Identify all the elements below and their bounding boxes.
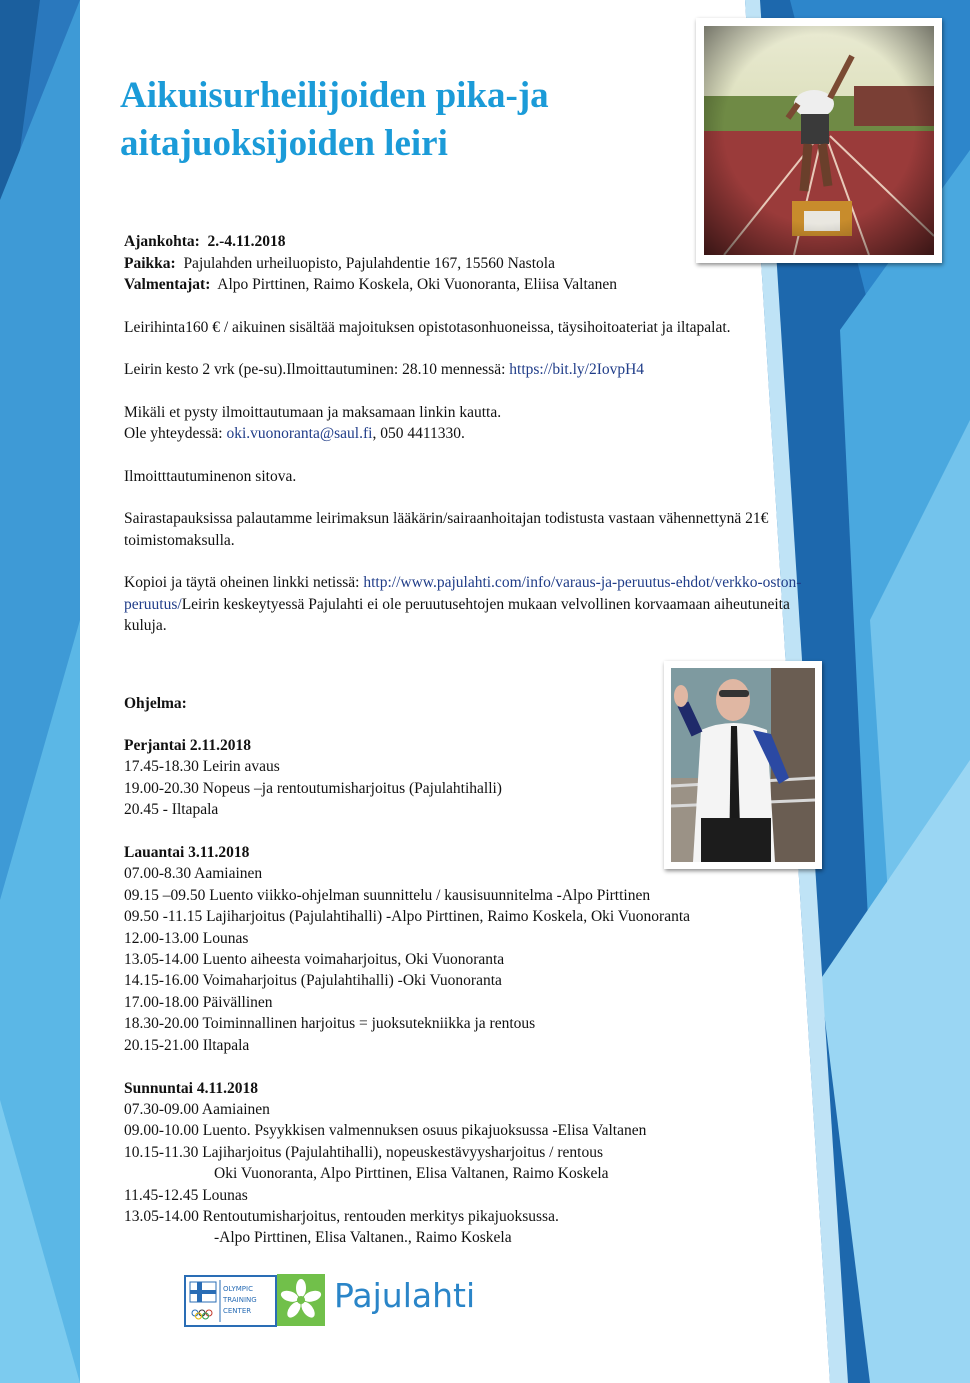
schedule-item: 11.45-12.45 Lounas [124,1186,248,1204]
place-line [124,253,804,275]
schedule-item: 20.45 - Iltapala [124,801,219,819]
schedule-item: 13.05-14.00 Luento aiheesta voimaharjoitus, Oki Vuonoranta [124,951,505,969]
registration-link[interactable]: https://bit.ly/2IovpH4 [509,361,645,378]
refund-text: Sairastapauksissa palautamme leirimaksun lääkärin/sairaanhoitajan todistusta vastaan vähennettynä 21€ toimistomaksulla. [124,510,769,549]
schedule-item: 09.50 -11.15 Lajiharjoitus (Pajulahtihalli) -Alpo Pirttinen, Raimo Koskela, Oki Vuonoranta [124,908,691,926]
contact-line-2 [124,423,804,445]
page-title [120,72,549,168]
saturday-title: Lauantai 3.11.2018 [124,844,250,862]
title-line-2: aitajuoksijoiden leiri [120,123,448,164]
cancellation-terms-link[interactable]: http://www.pajulahti.com/info/varaus-ja-peruutus-ehdot/verkko-oston-peruutus/ [124,574,802,613]
schedule-item: 13.05-14.00 Rentoutumisharjoitus, rentouden merkitys pikajuoksussa. [124,1207,559,1225]
place-value: Pajulahden urheiluopisto, Pajulahdentie 167, 15560 Nastola [183,254,555,272]
schedule-item: 10.15-11.30 Lajiharjoitus (Pajulahtihalli), nopeuskestävyysharjoitus / rentous [124,1143,603,1161]
schedule-item: 12.00-13.00 Lounas [124,929,249,947]
schedule-item: 17.45-18.30 Leirin avaus [124,758,280,776]
copy-prefix: Kopioi ja täytä oheinen linkki netissä: [124,574,364,591]
sprinter-photo [696,18,942,263]
binding-text: Ilmoitttautuminenon sitova. [124,467,297,485]
pajulahti-flower-icon [277,1274,325,1326]
schedule-item: 09.15 –09.50 Luento viikko-ohjelman suunnittelu / kausisuunnitelma -Alpo Pirttinen [124,886,651,904]
price-text: Leirihinta160 € / aikuinen sisältää majoituksen opistotasonhuoneissa, täysihoitoateriat ja iltapalat. [124,318,731,336]
date-value: 2.-4.11.2018 [207,233,286,250]
schedule-item-continuation: Oki Vuonoranta, Alpo Pirttinen, Elisa Valtanen, Raimo Koskela [214,1165,609,1183]
finland-flag-icon [186,1277,275,1325]
otc-line-1: OLYMPIC [223,1285,253,1293]
place-label: Paikka: [124,254,176,272]
otc-line-2: TRAINING [223,1296,257,1304]
otc-line-3: CENTER [223,1307,252,1315]
schedule-item: 19.00-20.30 Nopeus –ja rentoutumisharjoitus (Pajulahtihalli) [124,779,502,797]
date-label: Ajankohta: [124,233,200,250]
duration-text: Leirin kesto 2 vrk (pe-su).Ilmoittautuminen: 28.10 mennessä: [124,361,510,378]
schedule-item-continuation: -Alpo Pirttinen, Elisa Valtanen., Raimo Koskela [214,1229,512,1247]
contact-phone: , 050 4411330. [372,425,465,442]
friday-title: Perjantai 2.11.2018 [124,737,251,754]
duration-line [124,359,804,381]
schedule-item: 20.15-21.00 Iltapala [124,1036,250,1054]
schedule-item: 09.00-10.00 Luento. Psyykkisen valmennuksen osuus pikajuoksussa -Elisa Valtanen [124,1122,647,1140]
copy-suffix: Leirin keskeytyessä Pajulahti ei ole peruutusehtojen mukaan velvollinen korvaamaan aiheutuneita kuluja. [124,595,790,634]
title-line-1: Aikuisurheilijoiden pika-ja [120,75,549,116]
schedule-item: 14.15-16.00 Voimaharjoitus (Pajulahtihalli) -Oki Vuonoranta [124,972,502,990]
pajulahti-brand-name: Pajulahti [334,1276,476,1315]
schedule-item: 18.30-20.00 Toiminnallinen harjoitus = juoksutekniikka ja rentous [124,1015,536,1033]
sprinter-image [704,26,934,255]
schedule-item: 07.00-8.30 Aamiainen [124,865,263,883]
contact-line-1: Mikäli et pysty ilmoittautumaan ja maksamaan linkin kautta. [124,403,502,421]
info-section [124,231,804,712]
schedule-item: 17.00-18.00 Päivällinen [124,993,273,1011]
program-heading: Ohjelma: [124,695,187,712]
date-line [124,231,804,253]
program-schedule [124,735,824,1249]
contact-prefix: Ole yhteydessä: [124,425,227,442]
contact-email-link[interactable]: oki.vuonoranta@saul.fi [226,425,373,442]
coaches-label: Valmentajat: [124,276,211,293]
copy-line [124,572,804,637]
schedule-item: 07.30-09.00 Aamiainen [124,1100,270,1118]
coaches-line [124,274,804,296]
sunday-title: Sunnuntai 4.11.2018 [124,1079,258,1097]
coaches-value: Alpo Pirttinen, Raimo Koskela, Oki Vuonoranta, Eliisa Valtanen [217,276,618,293]
flower-icon [277,1274,325,1326]
olympic-training-center-logo [184,1275,277,1327]
